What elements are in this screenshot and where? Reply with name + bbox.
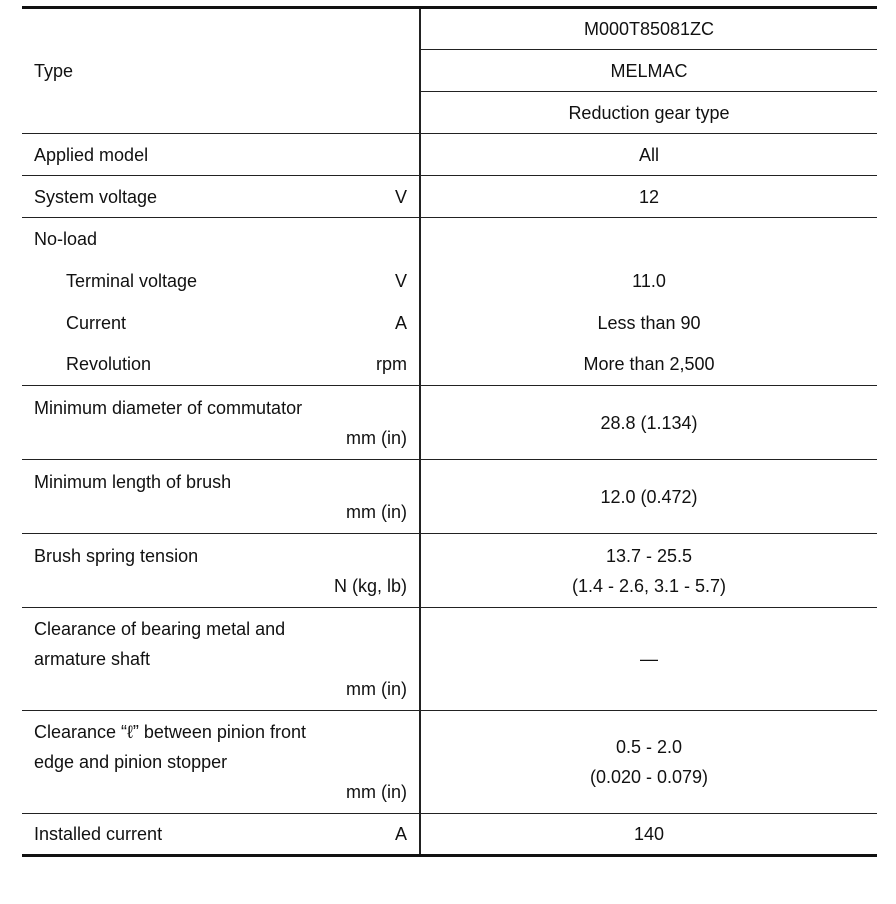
commutator-value: 28.8 (1.134) <box>420 386 877 460</box>
bearing-clearance-value: — <box>420 608 877 711</box>
model-number: M000T85081ZC <box>583 19 715 39</box>
bearing-clearance-label-2: armature shaft <box>34 649 151 669</box>
installed-current-row <box>22 814 877 856</box>
no-load-label: No-load <box>34 228 98 249</box>
system-voltage-unit: V <box>394 186 407 207</box>
starter-spec-table <box>22 6 877 857</box>
spring-tension-value-2: (1.4 - 2.6, 3.1 - 5.7) <box>571 575 727 596</box>
system-voltage-label: System voltage <box>34 186 158 207</box>
brush-length-row <box>22 460 877 534</box>
applied-model-value: All <box>420 134 877 176</box>
pinion-clearance-value-2: (0.020 - 0.079) <box>589 767 709 787</box>
terminal-voltage-value: 11.0 <box>632 270 666 291</box>
bearing-clearance-unit: mm (in) <box>346 679 407 699</box>
brush-length-label: Minimum length of brush <box>34 471 232 492</box>
spring-tension-value-1: 13.7 - 25.5 <box>605 545 693 566</box>
current-label: Current <box>66 312 127 333</box>
commutator-unit: mm (in) <box>346 427 407 448</box>
brush-length-unit: mm (in) <box>346 501 407 522</box>
spring-tension-row <box>22 534 877 608</box>
commutator-row <box>22 386 877 460</box>
current-value: Less than 90 <box>597 312 701 333</box>
terminal-voltage-unit: V <box>394 270 407 291</box>
pinion-clearance-value-1: 0.5 - 2.0 <box>615 737 683 757</box>
system-voltage-value: 12 <box>420 176 877 218</box>
pinion-clearance-unit: mm (in) <box>346 782 407 802</box>
bearing-clearance-label-1: Clearance of bearing metal and <box>34 619 286 639</box>
current-unit: A <box>394 312 407 333</box>
revolution-row <box>22 344 877 386</box>
revolution-unit: rpm <box>376 354 407 375</box>
installed-current-label: Installed current <box>34 824 163 844</box>
current-row <box>22 302 877 344</box>
pinion-clearance-row <box>22 711 877 814</box>
pinion-clearance-label-2: edge and pinion stopper <box>34 752 228 772</box>
type-label: Type <box>34 61 74 81</box>
type-label-cell <box>22 8 420 134</box>
gear-type: Reduction gear type <box>420 92 877 134</box>
maker: MELMAC <box>420 50 877 92</box>
terminal-voltage-label: Terminal voltage <box>66 270 198 291</box>
brush-length-value: 12.0 (0.472) <box>420 460 877 534</box>
terminal-voltage-row <box>22 260 877 302</box>
installed-current-value: 140 <box>420 814 877 856</box>
revolution-value: More than 2,500 <box>583 354 715 375</box>
system-voltage-row <box>22 176 877 218</box>
applied-model-label: Applied model <box>34 144 149 165</box>
applied-model-row <box>22 134 877 176</box>
no-load-row <box>22 218 877 260</box>
pinion-clearance-label-1: Clearance “ℓ” between pinion front <box>34 722 306 742</box>
revolution-label: Revolution <box>66 354 152 375</box>
bearing-clearance-row <box>22 608 877 711</box>
spring-tension-label: Brush spring tension <box>34 545 199 566</box>
installed-current-unit: A <box>394 824 407 844</box>
spring-tension-unit: N (kg, lb) <box>333 575 407 596</box>
commutator-label: Minimum diameter of commutator <box>34 397 303 418</box>
